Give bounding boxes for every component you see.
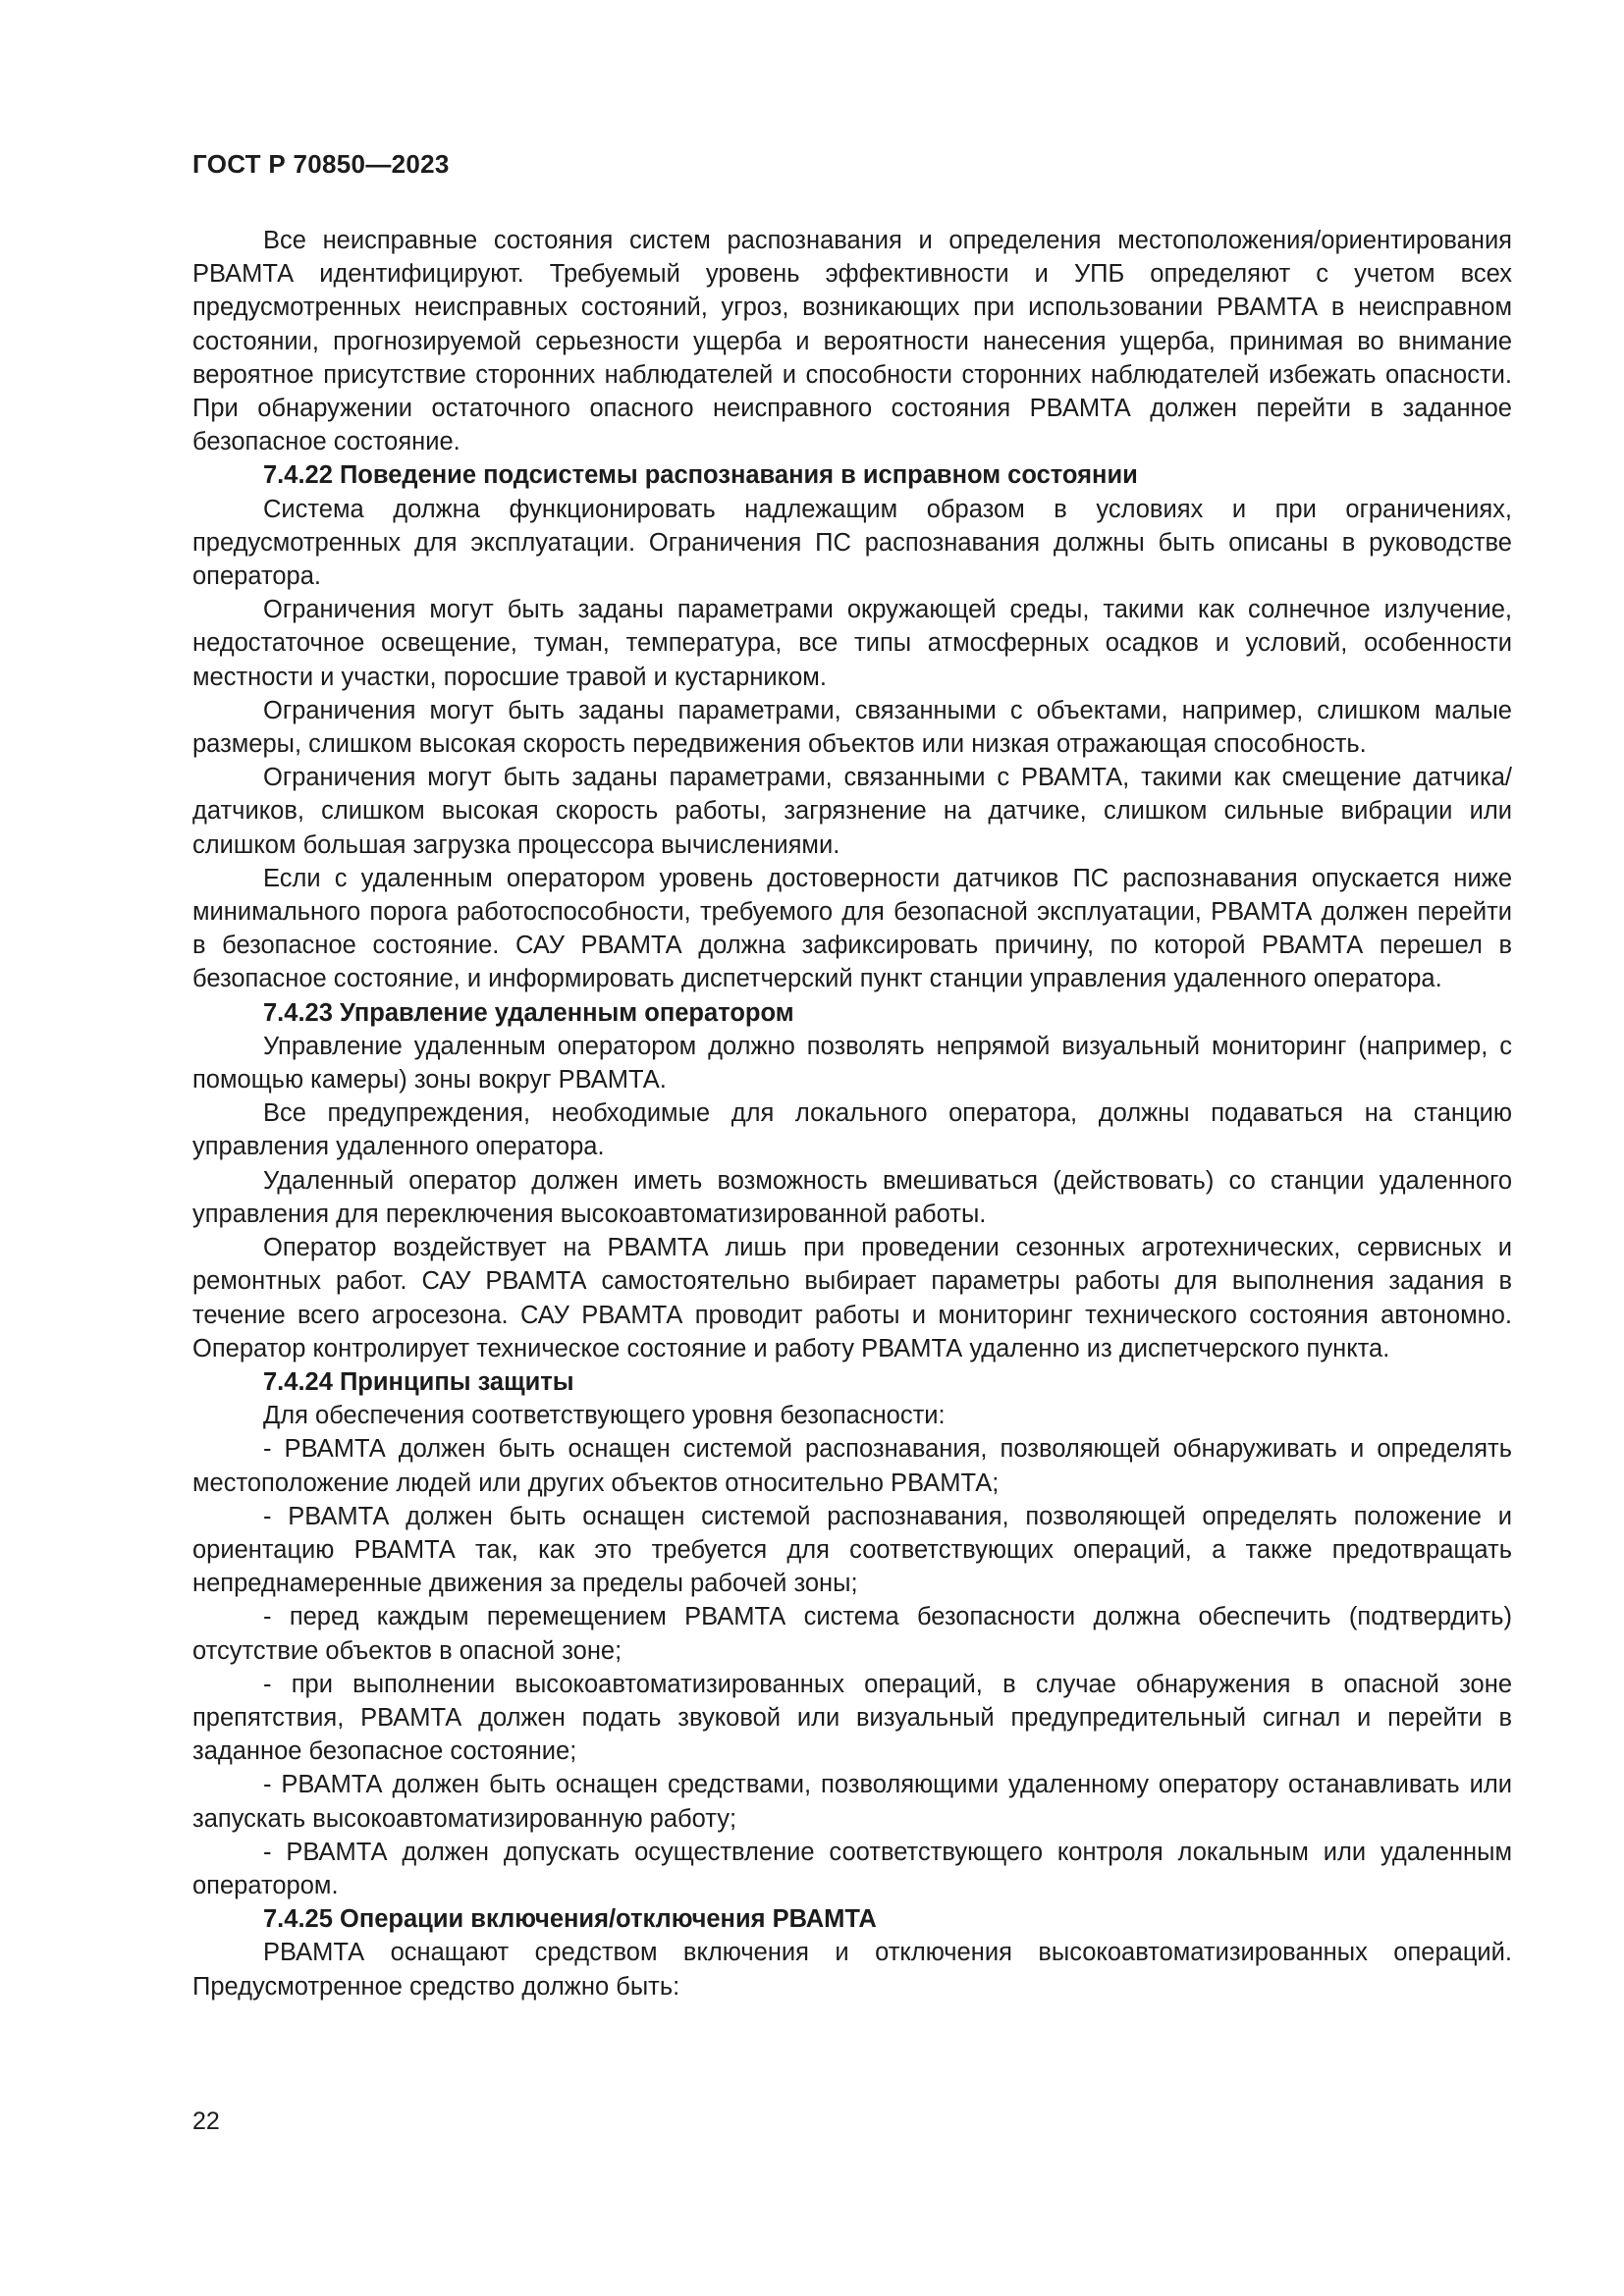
body-paragraph: Система должна функционировать надлежащим образом в условиях и при ограничениях, предусмотренных для эксплуатации. Ограничения ПС распознавания должны быть описаны в руководстве оператора. [192,495,1512,591]
body-paragraph: - при выполнении высокоавтоматизированных операций, в случае обнаружения в опасной зоне препятствия, РВАМТА должен подать звуковой или визуальный предупредительный сигнал и перейти в заданное безопасное состояние; [192,1670,1512,1766]
document-code-header: ГОСТ Р 70850—2023 [192,149,450,179]
body-paragraph: Ограничения могут быть заданы параметрами, связанными с объектами, например, слишком малые размеры, слишком высокая скорость передвижения объектов или низкая отражающая способность. [192,696,1512,759]
section-heading: 7.4.24 Принципы защиты [263,1367,574,1396]
body-paragraph: Если с удаленным оператором уровень достоверности датчиков ПС распознавания опускается ниже минимального порога работоспособности, требуемого для безопасной эксплуатации, РВАМТА должен перейти в безопасное состояние. САУ РВАМТА должна зафиксировать причину, по которой РВАМТА перешел в безопасное состояние, и информировать диспетчерский пункт станции управления удаленного оператора. [192,864,1512,993]
body-paragraph: Оператор воздействует на РВАМТА лишь при проведении сезонных агротехнических, сервисных и ремонтных работ. САУ РВАМТА самостоятельно выбирает параметры работы для выполнения задания в течение всего агросезона. САУ РВАМТА проводит работы и мониторинг технического состояния автономно. Оператор контролирует техническое состояние и работу РВАМТА удаленно из диспетчерского пункта. [192,1234,1512,1362]
section-heading: 7.4.25 Операции включения/отключения РВАМТА [263,1905,877,1934]
page-number: 22 [192,2108,220,2135]
body-paragraph: Все неисправные состояния систем распознавания и определения местоположения/ориентирования РВАМТА идентифицируют. Требуемый уровень эффективности и УПБ определяют с учетом всех предусмотренных неисправных состояний, угроз, возникающих при использовании РВАМТА в неисправном состоянии, прогнозируемой серьезности ущерба и вероятности нанесения ущерба, принимая во внимание вероятное присутствие сторонних наблюдателей и способности сторонних наблюдателей избежать опасности. При обнаружении остаточного опасного неисправного состояния РВАМТА должен перейти в заданное безопасное состояние. [192,227,1512,456]
section-heading: 7.4.23 Управление удаленным оператором [263,998,794,1027]
body-paragraph: - РВАМТА должен быть оснащен системой распознавания, позволяющей определять положение и ориентацию РВАМТА так, как это требуется для соответствующих операций, а также предотвращать непреднамеренные движения за пределы рабочей зоны; [192,1502,1512,1598]
body-paragraph: - РВАМТА должен быть оснащен средствами, позволяющими удаленному оператору останавливать или запускать высокоавтоматизированную работу; [192,1771,1512,1833]
body-paragraph: Удаленный оператор должен иметь возможность вмешиваться (действовать) со станции удаленного управления для переключения высокоавтоматизированной работы. [192,1166,1512,1228]
body-paragraph: Ограничения могут быть заданы параметрами окружающей среды, такими как солнечное излучение, недостаточное освещение, туман, температура, все типы атмосферных осадков и условий, особенности местности и участки, поросшие травой и кустарником. [192,596,1512,691]
body-paragraph: - РВАМТА должен допускать осуществление соответствующего контроля локальным или удаленным оператором. [192,1838,1512,1899]
body-paragraph: РВАМТА оснащают средством включения и отключения высокоавтоматизированных операций. Предусмотренное средство должно быть: [192,1939,1512,2001]
body-paragraph: Для обеспечения соответствующего уровня безопасности: [263,1402,946,1430]
document-body [192,224,1512,2003]
body-paragraph: - перед каждым перемещением РВАМТА система безопасности должна обеспечить (подтвердить) отсутствие объектов в опасной зоне; [192,1603,1512,1665]
body-paragraph: - РВАМТА должен быть оснащен системой распознавания, позволяющей обнаруживать и определять местоположение людей или других объектов относительно РВАМТА; [192,1435,1512,1497]
section-heading: 7.4.22 Поведение подсистемы распознавания в исправном состоянии [263,461,1138,490]
body-paragraph: Управление удаленным оператором должно позволять непрямой визуальный мониторинг (например, с помощью камеры) зоны вокруг РВАМТА. [192,1032,1512,1095]
body-paragraph: Все предупреждения, необходимые для локального оператора, должны подаваться на станцию управления удаленного оператора. [192,1099,1512,1161]
body-paragraph: Ограничения могут быть заданы параметрами, связанными с РВАМТА, такими как смещение датчика/датчиков, слишком высокая скорость работы, загрязнение на датчике, слишком сильные вибрации или слишком большая загрузка процессора вычислениями. [192,764,1512,859]
